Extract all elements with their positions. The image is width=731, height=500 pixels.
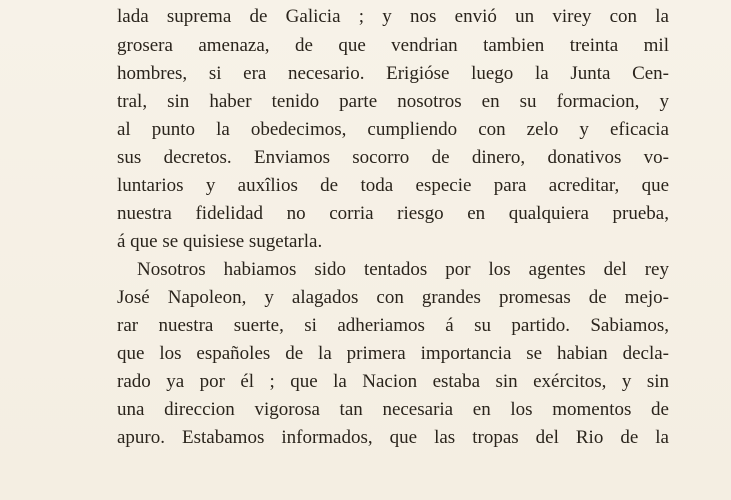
text-line: hombres, si era necesario. Erigióse luego la Junta Cen- <box>117 63 669 84</box>
paragraph-start-line: Nosotros habiamos sido tentados por los agentes del rey <box>137 259 669 280</box>
text-line: sus decretos. Enviamos socorro de dinero, donativos vo- <box>117 147 669 168</box>
text-line: nuestra fidelidad no corria riesgo en qualquiera prueba, <box>117 203 669 224</box>
text-line: tral, sin haber tenido parte nosotros en su formacion, y <box>117 91 669 112</box>
text-line: luntarios y auxîlios de toda especie para acreditar, que <box>117 175 669 196</box>
text-line: que los españoles de la primera importancia se habian decla- <box>117 343 669 364</box>
paragraph-end-line: á que se quisiese sugetarla. <box>117 231 323 252</box>
text-line: grosera amenaza, de que vendrian tambien treinta mil <box>117 35 669 56</box>
text-line: una direccion vigorosa tan necesaria en los momentos de <box>117 399 669 420</box>
text-line: al punto la obedecimos, cumpliendo con zelo y eficacia <box>117 119 669 140</box>
text-line: apuro. Estabamos informados, que las tropas del Rio de la <box>117 427 669 448</box>
text-line: José Napoleon, y alagados con grandes promesas de mejo- <box>117 287 669 308</box>
text-line: rar nuestra suerte, si adheriamos á su partido. Sabiamos, <box>117 315 669 336</box>
text-line: lada suprema de Galicia ; y nos envió un virey con la <box>117 6 669 27</box>
text-line: rado ya por él ; que la Nacion estaba sin exércitos, y sin <box>117 371 669 392</box>
